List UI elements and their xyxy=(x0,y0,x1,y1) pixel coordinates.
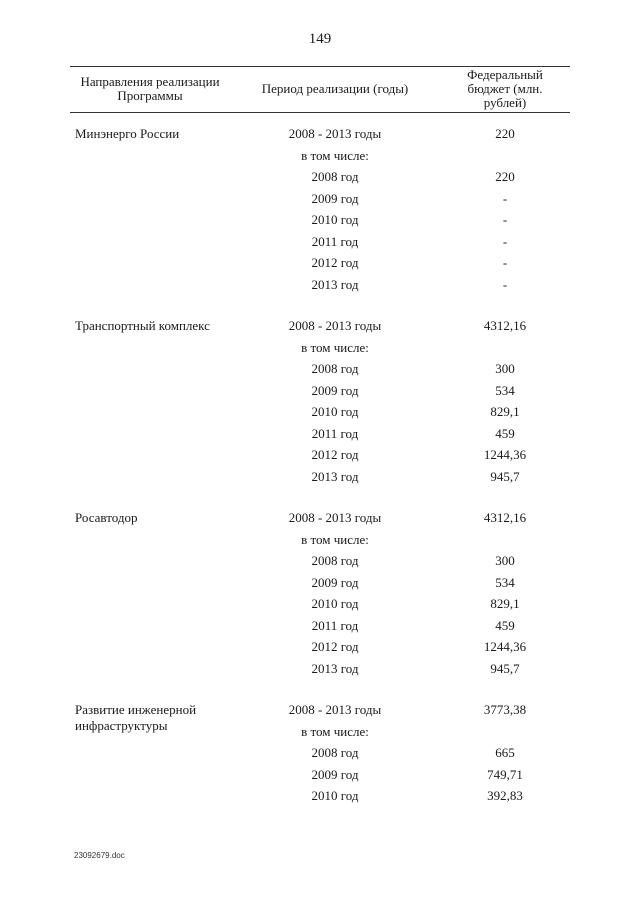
row-period: 2008 - 2013 годы xyxy=(288,510,382,525)
group-direction: Транспортный комплекс xyxy=(75,318,210,333)
row-period: в том числе: xyxy=(301,724,369,739)
row-budget-value: - xyxy=(502,277,508,292)
row-budget-value: 945,7 xyxy=(490,469,520,484)
row-period: 2009 год xyxy=(311,191,359,206)
row-period: 2008 - 2013 годы xyxy=(288,702,382,717)
row-budget-value: 459 xyxy=(495,426,515,441)
row-budget-value: 945,7 xyxy=(490,661,520,676)
header-budget: Федеральный бюджет (млн. рублей) xyxy=(467,67,543,110)
group-direction: Росавтодор xyxy=(75,510,138,525)
row-period: 2009 год xyxy=(311,575,359,590)
group-direction: Развитие инженерной инфраструктуры xyxy=(75,702,197,733)
row-period: 2009 год xyxy=(311,383,359,398)
row-period: 2012 год xyxy=(311,447,359,462)
row-budget-value: 220 xyxy=(495,169,515,184)
row-period: 2008 год xyxy=(311,361,359,376)
row-budget-value: 4312,16 xyxy=(483,510,527,525)
row-budget-value: 829,1 xyxy=(490,596,520,611)
row-budget-value: 1244,36 xyxy=(483,447,527,462)
row-budget-value: - xyxy=(502,234,508,249)
row-period: 2011 год xyxy=(311,618,359,633)
row-period: 2013 год xyxy=(311,661,359,676)
row-period: в том числе: xyxy=(301,148,369,163)
page-number: 149 xyxy=(308,31,332,47)
row-period: 2008 год xyxy=(311,745,359,760)
row-budget-value: 534 xyxy=(495,383,515,398)
row-period: 2010 год xyxy=(311,788,359,803)
row-budget-value: 534 xyxy=(495,575,515,590)
row-period: 2011 год xyxy=(311,234,359,249)
row-period: 2011 год xyxy=(311,426,359,441)
row-budget-value: 220 xyxy=(495,126,515,141)
row-period: 2010 год xyxy=(311,212,359,227)
row-budget-value: 392,83 xyxy=(487,788,523,803)
row-period: 2013 год xyxy=(311,469,359,484)
table-header-bottom-rule xyxy=(70,112,570,113)
row-budget-value: 1244,36 xyxy=(483,639,527,654)
row-period: 2012 год xyxy=(311,255,359,270)
row-budget-value: 3773,38 xyxy=(483,702,527,717)
row-period: 2010 год xyxy=(311,404,359,419)
row-budget-value: 459 xyxy=(495,618,515,633)
row-period: 2013 год xyxy=(311,277,359,292)
row-period: в том числе: xyxy=(301,532,369,547)
group-direction: Минэнерго России xyxy=(75,126,180,141)
row-budget-value: 300 xyxy=(495,553,515,568)
row-period: 2008 год xyxy=(311,169,359,184)
row-period: 2008 - 2013 годы xyxy=(288,318,382,333)
row-period: 2008 - 2013 годы xyxy=(288,126,382,141)
row-period: 2009 год xyxy=(311,767,359,782)
row-period: 2008 год xyxy=(311,553,359,568)
row-budget-value: - xyxy=(502,191,508,206)
row-budget-value: 665 xyxy=(495,745,515,760)
header-period: Период реализации (годы) xyxy=(261,81,409,96)
row-budget-value: - xyxy=(502,255,508,270)
row-period: 2012 год xyxy=(311,639,359,654)
row-budget-value: 300 xyxy=(495,361,515,376)
row-budget-value: 749,71 xyxy=(487,767,523,782)
header-direction: Направления реализации Программы xyxy=(80,74,220,103)
row-period: 2010 год xyxy=(311,596,359,611)
row-budget-value: 4312,16 xyxy=(483,318,527,333)
footer-filename: 23092679.doc xyxy=(74,851,125,860)
row-budget-value: 829,1 xyxy=(490,404,520,419)
row-budget-value: - xyxy=(502,212,508,227)
row-period: в том числе: xyxy=(301,340,369,355)
